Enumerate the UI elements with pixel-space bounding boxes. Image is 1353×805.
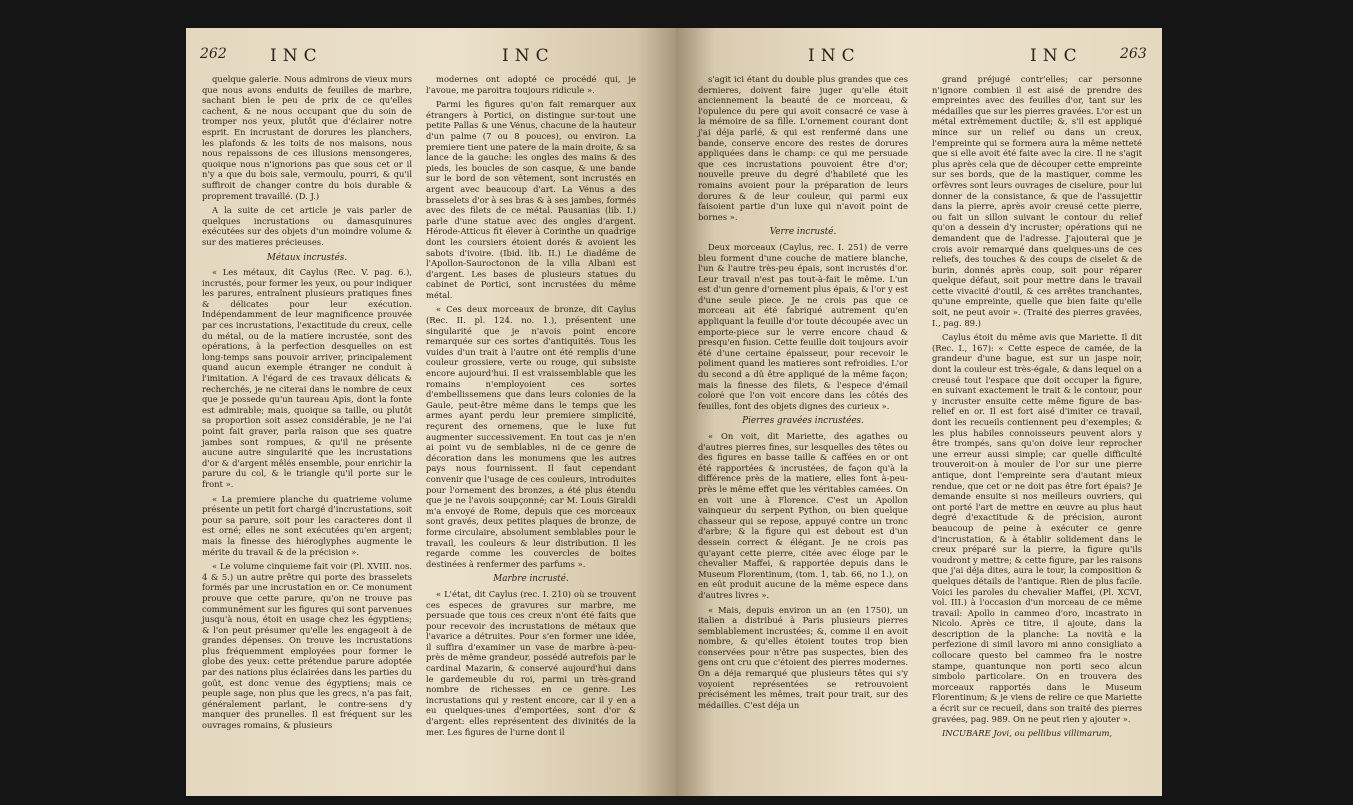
section-heading: Métaux incrustés. [266,252,348,263]
paragraph: modernes ont adopté ce procédé qui, je l'avoue, me paroitra toujours ridicule ». [426,74,636,95]
paragraph: « On voit, dit Mariette, des agathes ou d'autres pierres fines, sur lesquelles des têtes ou des figures en basse taille & caffées en or ont été rapportées & incrustées, de façon qu'à la différence près de la matiere, elles font à-peu-près le même effet que les véritables camées. On en voit une à Florence. C'est un Apollon vainqueur du serpent Python, ou bien quelque chasseur qui se repose, appuyé contre un tronc d'arbre; & la figure qui est debout est d'un dessein correct & élégant. Je ne crois pas qu'ayant cette pierre, citée avec éloge par le chevalier Maffei, & rapportée depuis dans le Museum Florentinum, (tom. 1, tab. 66, no 1.), on en eût produit aucune de la même espece dans d'autres livres ». [698,431,908,600]
paragraph: « Les métaux, dit Caylus (Rec. V. pag. 6.), incrustés, pour former les yeux, ou pour indiquer les parures, entraînent plusieurs pratiques fines & délicates pour leur exécution. Indépendamment de leur magnificence prouvée par ces incrustations, l'exactitude du creux, celle du métal, ou de la matiere incrustée, sont des opérations, à la perfection desquelles on est long-temps sans pouvoir arriver, principalement quand aucun exemple étranger ne conduit à l'imitation. A l'égard de ces travaux délicats & recherchés, je ne citerai dans le nombre de ceux que je possede qu'un taureau Apis, dont la fonte est admirable; mais, quoique sa taille, ou plutôt sa proportion soit assez considérable, je ne l'ai point fait graver, parla raison que ses quatre jambes sont rompues, & qu'il ne présente aucune autre singularité que les incrustations d'or & d'argent mêlés ensemble, pour enrichir la parure du col, & le triangle qu'il porte sur le front ». [202,267,412,489]
paragraph: s'agit ici étant du double plus grandes que ces dernieres, doivent faire juger qu'elle étoit anciennement la beauté de ce morceau, & l'opulence du pere qui avoit consacré ce vase à la mémoire de sa fille. L'ornement courant dont j'ai déja parlé, & qui est renfermé dans une bande, conserve encore des restes de dorures appliquées dans le champ: ce qui me persuade que ces incrustations pouvoient être d'or; nouvelle preuve du degré d'habileté que les romains avoient pour la préparation de leurs dorures & de leur couleur, qui parmi eux faisoient partie d'un luxe qui n'avoit point de bornes ». [698,74,908,222]
right-page [676,28,1162,796]
left-page [186,28,676,796]
paragraph: Deux morceaux (Caylus, rec. I. 251) de verre bleu forment d'une couche de matiere blanche, l'un & l'autre très-peu épais, sont incrustés d'or. Leur travail n'est pas tout-à-fait le même. L'un est d'un genre d'ornement plus épais, & l'or y est d'une seule piece. Je ne crois pas que ce morceau ait été fabriqué autrement qu'en appliquant la feuille d'or toute découpée avec un emporte-piece sur le verre encore chaud & presqu'en fusion. Cette feuille doit toujours avoir été d'une certaine épaisseur, pour recevoir le poliment quand les matieres sont refroidies. L'or du second a dû être appliqué de la même façon; mais la finesse des filets, & l'espece d'émail coloré que l'on voit encore dans les côtés des feuilles, font des objets dignes des curieux ». [698,241,908,411]
paragraph: Parmi les figures qu'on fait remarquer aux étrangers à Portici, on distingue sur-tout une petite Pallas & une Vénus, chacune de la hauteur d'un palme (7 ou 8 pouces), ou environ. La premiere tient une patere de la main droite, & sa lance de la gauche: les ongles des mains & des pieds, les boucles de son casque, & une bande sur le bord de son vêtement, sont incrustés en argent avec beaucoup d'art. La Vénus a des brasselets d'or à ses bras & à ses jambes, formés avec des filets de ce métal. Pausanias (lib. I.) parle d'une statue avec des ongles d'argent. Hérode-Atticus fit élever à Corinthe un quadrige dont les coursiers étoient dorés & avoient les sabots d'ivoire. (Ibid. lib. II.) Le diadême de l'Apollon-Sauroctonon de la villa Albani est d'argent. Les bases de plusieurs statues du cabinet de Portici, sont incrustées du même métal. [426,99,636,300]
paragraph: « La premiere planche du quatrieme volume présente un petit fort chargé d'incrustations, soit pour sa parure, soit pour les caracteres dont il est orné; elles ne sont exécutées qu'en argent; mais la finesse des hiéroglyphes augmente le mérite du travail & de la précision ». [202,493,412,557]
text-column-2 [426,74,636,741]
page-number: 262 [200,46,227,62]
running-head-inner: INC [502,46,555,66]
running-head-outer: INC [1030,46,1083,66]
paragraph: quelque galerie. Nous admirons de vieux murs que nous avons enduits de feuilles de marbre, sachant bien le peu de prix de ce qu'elles cachent, & ne nous occupant que du soin de tromper nos yeux, plutôt que d'éclairer notre esprit. En incrustant de dorures les planchers, les plafonds & les toits de nos maisons, nous nous repaissons de ces illusions mensongeres, quoique nous n'ignorions pas que sous cet or il n'y a que du bois sale, vermoulu, pourri, & qu'il suffiroit de changer contre du bois durable & proprement travaillé. (D. J.) [202,74,412,201]
section-heading: Marbre incrusté. [493,574,569,585]
paragraph: Caylus étoit du même avis que Mariette. Il dit (Rec. I., 167): « Cette espece de camée, de la grandeur d'une bague, est sur un jaspe noir, dont la couleur est très-égale, & dans lequel on a creusé tout l'espace que doit occuper la figure, en suivant exactement le trait & le contour, pour y incruster ensuite cette même figure de bas-relief en or. Il est fort aisé d'imiter ce travail, dont les recueils contiennent peu d'exemples; & les plus habiles connoisseurs peuvent alors y être trompés, sans qu'on doive leur reprocher une erreur aussi simple; car quelle difficulté trouveroit-on à mouler de l'or sur une pierre antique, dont l'empreinte sera d'autant mieux rendue, que cet or ne doit pas être fort épais? Je demande ensuite si nos meilleurs ouvriers, qui ont porté l'art de mettre en œuvre au plus haut degré d'exactitude & de précision, auront beaucoup de peine à exécuter ce genre d'incrustation, & à établir solidement dans le creux préparé sur la pierre, la figure qu'ils voudront y mettre; & cette figure, par les raisons que j'ai déja dites, aura le tour, la composition & quelques détails de l'antique. Rien de plus facile. Voici les paroles du chevalier Maffei, (Pl. XCVI, vol. III.) à l'occasion d'un morceau de ce même travail: Apollo in cammeo d'oro, incastrato in Nicolo. Après ce titre, il ajoute, dans la description de la planche: La novità e la perfezione di simil lavoro mi anno consigliato a collocare questo bel cammeo fra le nostre stampe, quantunque non porti seco alcun simbolo particolare. On en trouvera des morceaux rapportés dans le Museum Florentinum; & je viens de relire ce que Mariette a écrit sur ce recueil, dans son traité des pierres gravées, pag. 989. On ne peut rien y ajouter ». [932,332,1142,724]
paragraph: grand préjugé contr'elles; car personne n'ignore combien il est aisé de prendre des empreintes avec des feuilles d'or, tant sur les médailles que sur les pierres gravées. L'or est un métal extrêmement ductile; &, s'il est appliqué mince sur un relief ou dans un creux, l'empreinte qui se formera aura la même netteté que si elle avoit été faite avec la cire. Il ne s'agit plus après cela que de découper cette empreinte sur ses bords, que de la mastiquer, comme les orfèvres sont leurs ouvrages de ciselure, pour lui donner de la consistance, & que de l'assujettir dans la pierre, après avoir creusé cette pierre, ou fait un sillon suivant le contour du relief qu'on a dessein d'y incruster; opérations qui ne demandent que de l'adresse. J'ajouterai que je crois avoir remarqué dans quelques-uns de ces reliefs, des touches & des coups de ciselet & de burin, donnés après coup, soit pour réparer quelque défaut, soit pour mettre dans le travail cette vivacité d'outil, & ces arrêtes tranchantes, qu'une empreinte, quelle que bien faite qu'elle soit, ne peut avoir ». (Traité des pierres gravées, I., pag. 89.) [932,74,1142,328]
section-heading: Verre incrusté. [769,227,837,238]
paragraph: « Le volume cinquieme fait voir (Pl. XVIII. nos. 4 & 5.) un autre prêtre qui porte des brasselets formés par une incrustation en or. Ce monument prouve que cette parure, qu'on ne trouve pas communément sur les figures qui sont parvenues jusqu'à nous, étoit en usage chez les égyptiens; & l'on peut présumer qu'elle les engageoit à de grandes dépenses. On trouve les incrustations plus fréquemment employées pour former le globe des yeux: cette prétendue parure adoptée par des nations plus éclairées dans les parties du goût, est donc venue des égyptiens; mais ce peuple sage, non plus que les grecs, n'a pas fait, généralement parlant, le contre-sens d'y manquer des prunelles. Il est fréquent sur les ouvrages romains, & plusieurs [202,561,412,731]
text-column-2 [932,74,1142,743]
paragraph: « L'état, dit Caylus (rec. I. 210) où se trouvent ces especes de gravures sur marbre, me persuade que tous ces creux n'ont été faits que pour recevoir des incrustations de métaux que l'avarice a détruites. Pour s'en former une idée, il suffira d'examiner un vase de marbre à-peu-près de même grandeur, possédé autrefois par le cardinal Mazarin, & conservé aujourd'hui dans le gardemeuble du roi, parmi un très-grand nombre de richesses en ce genre. Les incrustations qui y restent encore, car il y en a eu quelques-unes d'emportées, sont d'or & d'argent: elles représentent des divinités de la mer. Les figures de l'urne dont il [426,588,636,737]
paragraph: « Ces deux morceaux de bronze, dit Caylus (Rec. II. pl. 124. no. 1.), présentent une singularité que je n'avois point encore remarquée sur ces sortes d'antiquités. Tous les vuides d'un trait à l'autre ont été remplis d'une couleur grossiere, verte ou rouge, qui subsiste encore aujourd'hui. Il est vraissemblable que les romains n'employoient ces sortes d'embellissemens que dans leurs colonies de la Gaule, peut-être même dans le temps que les armes ayant perdu leur premiere simplicité, reçurent des ornemens, que le luxe fut augmenter successivement. En tout cas je n'en ai point vu de semblables, ni de ce genre de décoration dans les monumens que les autres pays nous fournissent. Il faut cependant convenir que l'usage de ces couleurs, introduites pour l'ornement des bronzes, a été plus étendu que je ne l'avois soupçonné; car M. Louis Giraldi m'a envoyé de Rome, depuis que ces morceaux sont gravés, deux petites plaques de bronze, de forme circulaire, absolument semblables pour le travail, les couleurs & leur distribution. Il les regarde comme les couvercles de boites destinées à renfermer des parfums ». [426,304,636,569]
section-heading: Pierres gravées incrustées. [742,416,864,427]
paragraph: « Mais, depuis environ un an (en 1750), un italien a distribué à Paris plusieurs pierres semblablement incrustées; &, comme il en avoit nombre, & qu'elles étoient toutes trop bien conservées pour n'être pas suspectes, bien des gens ont cru que c'étoient des pierres modernes. On a déja remarqué que plusieurs têtes qui s'y voyoient représentées se retrouvoient précisément les mêmes, trait pour trait, sur des médailles. C'est déja un [698,604,908,710]
running-head-outer: INC [270,46,323,66]
paragraph: A la suite de cet article je vais parler de quelques incrustations ou damasquinures exécutées sur des objets d'un moindre volume & sur des matieres précieuses. [202,205,412,247]
running-head-inner: INC [808,46,861,66]
text-column-1 [202,74,412,735]
next-entry-heading: INCUBARE Jovi, ou pellibus villimarum, [942,728,1113,739]
text-column-1 [698,74,908,714]
page-number: 263 [1120,46,1147,62]
